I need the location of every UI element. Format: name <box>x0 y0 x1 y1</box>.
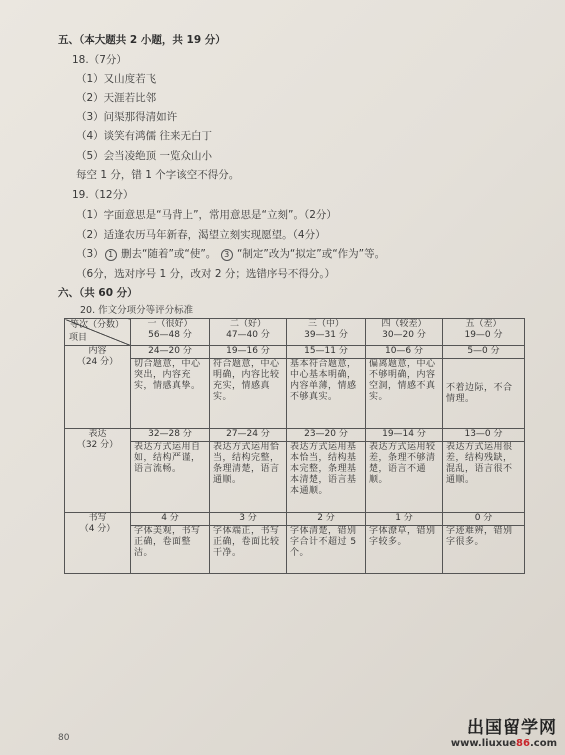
q18-answer-4: （4）谈笑有鸿儒 往来无白丁 <box>76 130 213 142</box>
desc-cell: 表达方式运用很差，结构残缺，混乱，语言很不通顺。 <box>443 442 525 513</box>
watermark-url: www.liuxue86.com <box>450 738 557 749</box>
grade-header-1: 一（很好） 56—48 分 <box>131 319 210 346</box>
score-cell: 13—0 分 <box>443 429 525 442</box>
score-cell: 2 分 <box>287 513 366 526</box>
table-row <box>65 442 525 513</box>
q19-line-3-mid: 删去“随着”或“使”。 <box>121 248 217 260</box>
table-row <box>65 359 525 429</box>
q19-label: 19.（12分） <box>72 189 134 201</box>
table-row <box>65 526 525 574</box>
q19-line-3-end: “制定”改为“拟定”或“作为”等。 <box>236 248 386 260</box>
circled-number-3: 3 <box>221 249 233 261</box>
table-row <box>65 346 525 359</box>
score-cell: 0 分 <box>443 513 525 526</box>
row-item-expression: 表达 （32 分） <box>65 429 131 513</box>
score-cell: 23—20 分 <box>287 429 366 442</box>
q19-note: （6分，选对序号 1 分，改对 2 分；选错序号不得分。） <box>76 268 336 280</box>
desc-cell: 表达方式运用基本恰当，结构基本完整，条理基本清楚，语言基本通顺。 <box>287 442 366 513</box>
q18-label: 18.（7分） <box>72 54 127 66</box>
score-cell: 24—20 分 <box>131 346 210 359</box>
q18-answer-5: （5）会当凌绝顶 一览众山小 <box>76 150 213 162</box>
score-cell: 19—16 分 <box>210 346 287 359</box>
section5-heading: 五、（本大题共 2 小题，共 19 分） <box>58 34 226 46</box>
score-cell: 3 分 <box>210 513 287 526</box>
desc-cell: 字体潦草，错别字较多。 <box>366 526 443 574</box>
score-cell: 10—6 分 <box>366 346 443 359</box>
row-item-content: 内容 （24 分） <box>65 346 131 429</box>
desc-cell: 字体端正，书写正确，卷面比较干净。 <box>210 526 287 574</box>
q19-line-3-prefix: （3） <box>76 248 104 260</box>
score-cell: 5—0 分 <box>443 346 525 359</box>
q19-line-3 <box>76 247 385 261</box>
desc-cell: 表达方式运用自如，结构严谨，语言流畅。 <box>131 442 210 513</box>
site-watermark <box>451 713 557 749</box>
desc-cell: 字迹难辨，错别字很多。 <box>443 526 525 574</box>
desc-cell: 表达方式运用恰当，结构完整，条理清楚，语言通顺。 <box>210 442 287 513</box>
corner-bottom-label: 项目 <box>69 333 88 343</box>
desc-cell: 基本符合题意，中心基本明确，内容单薄，情感不够真实。 <box>287 359 366 429</box>
scoring-table <box>64 318 525 574</box>
corner-top-label: 等次（分数） <box>69 320 124 330</box>
score-cell: 4 分 <box>131 513 210 526</box>
table-title: 20. 作文分项分等评分标准 <box>80 305 194 316</box>
table-header-row <box>65 319 525 346</box>
q18-answer-1: （1）又山度若飞 <box>76 73 157 85</box>
score-cell: 27—24 分 <box>210 429 287 442</box>
desc-cell: 符合题意，中心明确，内容比较充实，情感真实。 <box>210 359 287 429</box>
score-cell: 1 分 <box>366 513 443 526</box>
watermark-title: 出国留学网 <box>467 718 557 738</box>
desc-cell: 不着边际，不合情理。 <box>443 359 525 429</box>
grade-header-4: 四（较差） 30—20 分 <box>366 319 443 346</box>
desc-cell: 字体清楚，错别字合计不超过 5 个。 <box>287 526 366 574</box>
grade-header-5: 五（差） 19—0 分 <box>443 319 525 346</box>
table-row <box>65 513 525 526</box>
desc-cell: 表达方式运用较差，条理不够清楚，语言不通顺。 <box>366 442 443 513</box>
section6-heading: 六、（共 60 分） <box>58 287 138 299</box>
q19-line-2: （2）适逢农历马年新春，渴望立刻实现愿望。（4分） <box>76 229 326 241</box>
grade-header-3: 三（中） 39—31 分 <box>287 319 366 346</box>
table-row <box>65 429 525 442</box>
table-corner-cell <box>65 319 131 346</box>
row-item-writing: 书写 （4 分） <box>65 513 131 574</box>
desc-cell: 字体美观，书写正确，卷面整洁。 <box>131 526 210 574</box>
score-cell: 19—14 分 <box>366 429 443 442</box>
q18-note: 每空 1 分，错 1 个字该空不得分。 <box>76 169 240 181</box>
page-number: 80 <box>58 733 70 743</box>
grade-header-2: 二（好） 47—40 分 <box>210 319 287 346</box>
q18-answer-3: （3）问渠那得清如许 <box>76 111 178 123</box>
desc-cell: 切合题意，中心突出，内容充实，情感真挚。 <box>131 359 210 429</box>
score-cell: 32—28 分 <box>131 429 210 442</box>
q19-line-1: （1）字面意思是“马背上”，常用意思是“立刻”。（2分） <box>76 209 337 221</box>
desc-cell: 偏离题意，中心不够明确，内容空洞，情感不真实。 <box>366 359 443 429</box>
score-cell: 15—11 分 <box>287 346 366 359</box>
circled-number-1: 1 <box>105 249 117 261</box>
q18-answer-2: （2）天涯若比邻 <box>76 92 157 104</box>
